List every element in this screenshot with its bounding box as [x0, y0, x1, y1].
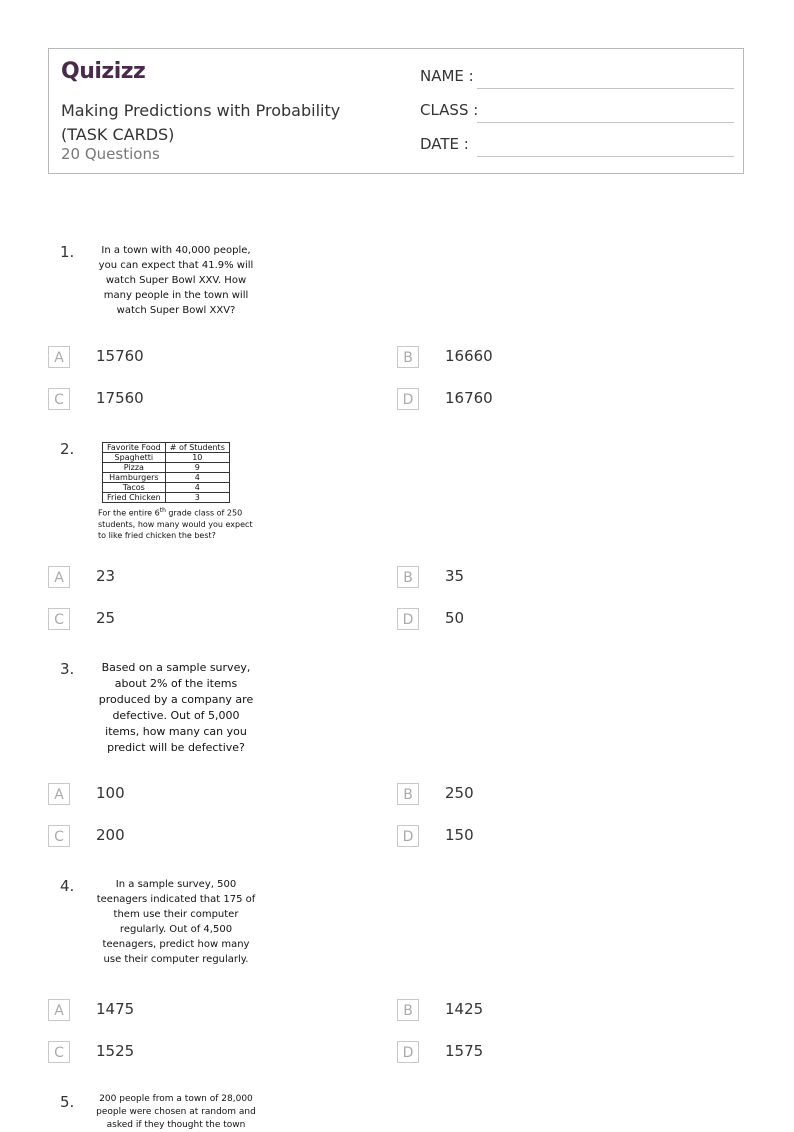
worksheet-header — [48, 48, 744, 174]
option-letter: C — [48, 608, 70, 630]
option-value: 150 — [445, 826, 474, 844]
option-letter: C — [48, 1041, 70, 1063]
question-number: 1. — [60, 243, 75, 261]
table-row — [103, 493, 230, 503]
table-row — [103, 463, 230, 473]
option-value: 1425 — [445, 1000, 484, 1018]
name-label: NAME : — [420, 67, 474, 85]
option-letter: B — [397, 346, 419, 368]
question-figure — [98, 442, 258, 541]
option-value: 50 — [445, 609, 465, 627]
table-cell: Tacos — [103, 483, 166, 493]
note-text: For the entire 6 — [98, 508, 160, 518]
option-value: 200 — [96, 826, 125, 844]
table-cell: 10 — [165, 453, 229, 463]
option-letter: A — [48, 783, 70, 805]
class-line — [477, 122, 734, 123]
quizizz-logo: Quizizz — [61, 59, 146, 84]
class-field[interactable] — [420, 101, 734, 125]
option-letter: A — [48, 999, 70, 1021]
class-label: CLASS : — [420, 101, 479, 119]
table-cell: 9 — [165, 463, 229, 473]
option-letter: D — [397, 1041, 419, 1063]
option-value: 1475 — [96, 1000, 135, 1018]
option-letter: C — [48, 388, 70, 410]
question-text: 200 people from a town of 28,000 people were chosen at random and asked if they thought the town — [96, 1094, 256, 1130]
question-5 — [60, 1093, 740, 1130]
option-letter: A — [48, 566, 70, 588]
option-value: 17560 — [96, 389, 144, 407]
table-row — [103, 473, 230, 483]
table-cell: Pizza — [103, 463, 166, 473]
table-cell: 4 — [165, 473, 229, 483]
table-cell: Fried Chicken — [103, 493, 166, 503]
option-value: 16760 — [445, 389, 493, 407]
option-value: 250 — [445, 784, 474, 802]
option-value: 23 — [96, 567, 116, 585]
question-number: 4. — [60, 877, 75, 895]
note-superscript: th — [159, 507, 166, 514]
table-header: Favorite Food — [103, 443, 166, 453]
option-value: 1575 — [445, 1042, 484, 1060]
table-row — [103, 483, 230, 493]
question-text: In a town with 40,000 people, you can expect that 41.9% will watch Super Bowl XXV. How many people in the town will watch Super Bowl XXV? — [98, 245, 254, 316]
option-value: 16660 — [445, 347, 493, 365]
option-value: 1525 — [96, 1042, 135, 1060]
table-cell: 4 — [165, 483, 229, 493]
date-field[interactable] — [420, 135, 734, 159]
table-cell: 3 — [165, 493, 229, 503]
option-letter: D — [397, 825, 419, 847]
table-header-row — [103, 443, 230, 453]
option-letter: B — [397, 783, 419, 805]
option-letter: B — [397, 999, 419, 1021]
question-number: 2. — [60, 440, 75, 458]
table-header: # of Students — [165, 443, 229, 453]
option-letter: D — [397, 608, 419, 630]
table-cell: Spaghetti — [103, 453, 166, 463]
option-letter: A — [48, 346, 70, 368]
question-text: In a sample survey, 500 teenagers indicated that 175 of them use their computer regularly. Out of 4,500 teenagers, predict how many use their computer regularly. — [96, 879, 256, 965]
question-number: 3. — [60, 660, 75, 678]
option-value: 100 — [96, 784, 125, 802]
option-value: 35 — [445, 567, 465, 585]
note-text: grade class of 250 students, how many would you expect to like fried chicken the best? — [98, 508, 253, 540]
question-number: 5. — [60, 1093, 75, 1111]
question-text: Based on a sample survey, about 2% of the items produced by a company are defective. Out of 5,000 items, how many can you predict will be defective? — [98, 661, 254, 754]
option-letter: C — [48, 825, 70, 847]
table-row — [103, 453, 230, 463]
question-count: 20 Questions — [61, 145, 160, 163]
table-cell: Hamburgers — [103, 473, 166, 483]
favorite-food-table — [102, 442, 230, 503]
date-label: DATE : — [420, 135, 469, 153]
name-line — [477, 88, 734, 89]
option-value: 25 — [96, 609, 116, 627]
option-value: 15760 — [96, 347, 144, 365]
date-line — [477, 156, 734, 157]
worksheet-title: Making Predictions with Probability (TASK CARDS) — [61, 101, 341, 144]
option-letter: B — [397, 566, 419, 588]
name-field[interactable] — [420, 67, 734, 91]
question-note — [98, 505, 258, 541]
option-letter: D — [397, 388, 419, 410]
